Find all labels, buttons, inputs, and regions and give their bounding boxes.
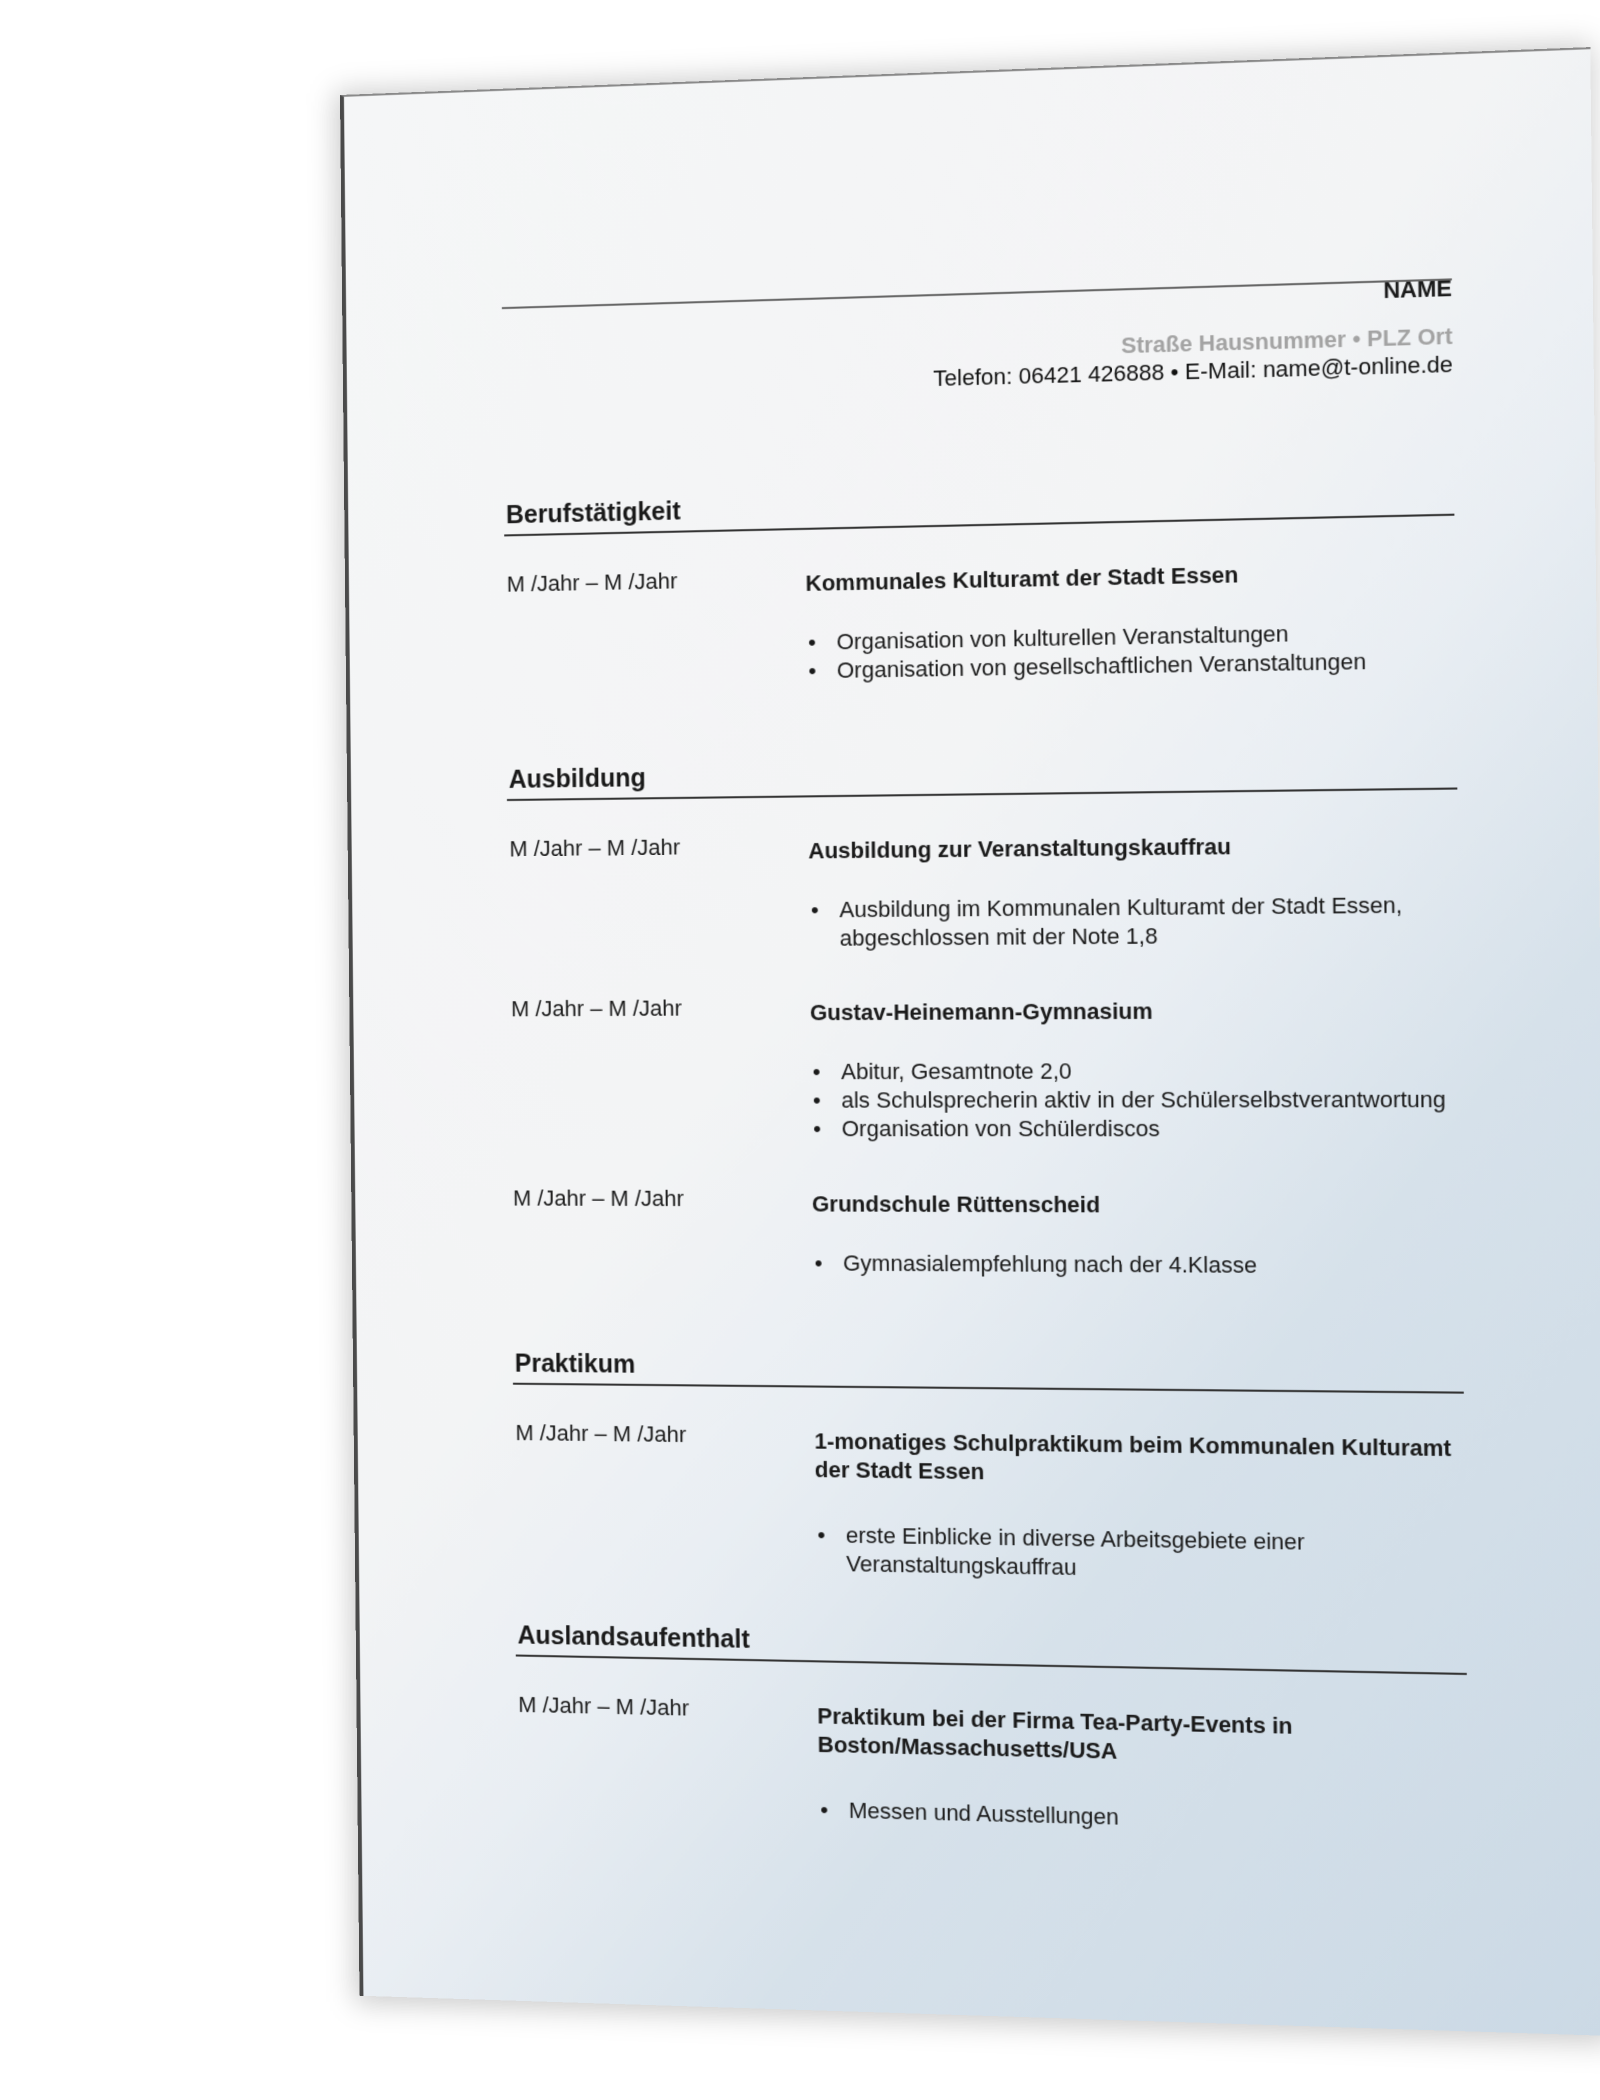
entry-bullet-list	[809, 890, 1474, 953]
entry-title: Praktikum bei der Firma Tea-Party-Events in Boston/Massachusetts/USA	[817, 1703, 1293, 1764]
section-praktikum	[513, 1348, 1464, 1393]
entry-bullet-list	[818, 1796, 1483, 1841]
applicant-address: Straße Hausnummer • PLZ Ort	[1120, 323, 1453, 359]
entry-auslandspraktikum	[516, 1691, 1467, 1830]
list-item: • Ausbildung im Kommunalen Kulturamt der Stadt Essen, abgeschlossen mit der Note 1,8	[809, 890, 1474, 953]
applicant-name: NAME	[1383, 275, 1453, 304]
section-ausbildung	[507, 752, 1458, 801]
entry-schulpraktikum	[513, 1419, 1464, 1581]
list-item: • Organisation von kulturellen Veranstaltungen	[806, 616, 1471, 657]
entry-title: Ausbildung zur Veranstaltungskauffrau	[808, 833, 1232, 864]
section-title: Praktikum	[514, 1349, 636, 1379]
entry-date: M /Jahr – M /Jahr	[506, 568, 678, 597]
header-rule	[502, 278, 1452, 309]
list-item: • Organisation von gesellschaftlichen Veranstaltungen	[806, 646, 1471, 686]
entry-date: M /Jahr – M /Jahr	[510, 995, 683, 1022]
entry-bullet-list	[812, 1249, 1477, 1281]
entry-grundschule	[511, 1185, 1462, 1278]
list-item: • Gymnasialempfehlung nach der 4.Klasse	[812, 1249, 1477, 1281]
entry-kulturamt	[505, 552, 1455, 683]
entry-bullet-list	[806, 616, 1471, 685]
cv-page	[340, 47, 1600, 2036]
cv-content	[344, 49, 1600, 2036]
list-item: • erste Einblicke in diverse Arbeitsgebiete einer Veranstaltungskauffrau	[815, 1521, 1480, 1589]
list-item: • Organisation von Schülerdiscos	[811, 1114, 1476, 1143]
section-title: Berufstätigkeit	[505, 497, 681, 530]
entry-date: M /Jahr – M /Jahr	[518, 1691, 690, 1721]
list-item: • als Schulsprecherin aktiv in der Schülerselbstverantwortung	[811, 1085, 1476, 1115]
entry-date: M /Jahr – M /Jahr	[512, 1185, 685, 1212]
entry-date: M /Jahr – M /Jahr	[515, 1419, 687, 1448]
entry-title: 1-monatiges Schulpraktikum beim Kommunalen Kulturamt der Stadt Essen	[814, 1428, 1452, 1485]
list-item: • Abitur, Gesamtnote 2,0	[810, 1056, 1475, 1086]
section-title: Auslandsaufenthalt	[517, 1621, 750, 1654]
entry-ausbildung-veranstaltungskauffrau	[507, 826, 1457, 951]
entry-gymnasium	[509, 992, 1460, 1142]
section-title: Ausbildung	[508, 763, 646, 794]
entry-date: M /Jahr – M /Jahr	[509, 834, 681, 862]
entry-title: Grundschule Rüttenscheid	[811, 1191, 1101, 1218]
applicant-contact: Telefon: 06421 426888 • E-Mail: name@t-online.de	[933, 351, 1453, 392]
section-auslandsaufenthalt	[515, 1620, 1466, 1675]
entry-bullet-list	[815, 1521, 1480, 1589]
entry-title: Kommunales Kulturamt der Stadt Essen	[805, 561, 1239, 596]
list-item: • Messen und Ausstellungen	[818, 1796, 1483, 1841]
section-berufstaetigkeit	[504, 478, 1455, 536]
entry-title: Gustav-Heinemann-Gymnasium	[809, 998, 1153, 1026]
entry-bullet-list	[810, 1056, 1476, 1144]
